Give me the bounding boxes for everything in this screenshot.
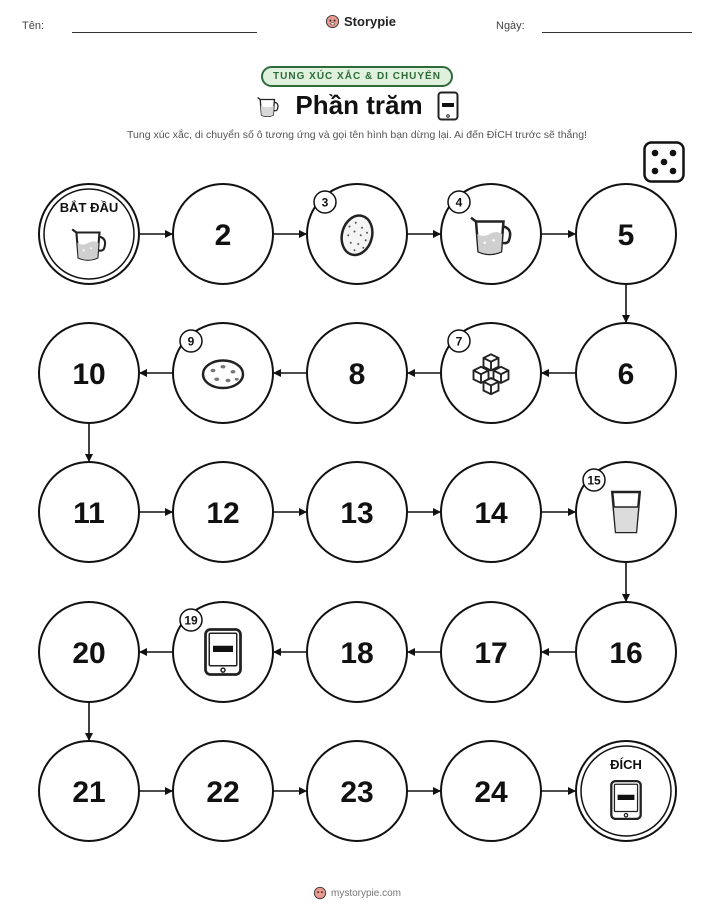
board-cell-14[interactable] xyxy=(441,462,541,562)
start-label: BẮT ĐẦU xyxy=(59,200,119,215)
page-title: Phần trăm xyxy=(295,90,423,120)
board-cell-7[interactable] xyxy=(441,323,541,423)
board-cell-25[interactable] xyxy=(576,741,676,841)
board-cell-13[interactable] xyxy=(307,462,407,562)
board-cells xyxy=(39,184,676,841)
board-cell-10[interactable] xyxy=(39,323,139,423)
board-cell-16[interactable] xyxy=(576,602,676,702)
instructions: Tung xúc xắc, di chuyển số ô tương ứng và gọi tên hình bạn dừng lại. Ai đến ĐÍCH trước sẽ thắng! xyxy=(126,129,587,141)
cell-number: 9 xyxy=(187,334,195,349)
cell-number: 12 xyxy=(206,497,240,530)
board-cell-4[interactable] xyxy=(441,184,541,284)
board-cell-1[interactable] xyxy=(39,184,139,284)
cell-number: 4 xyxy=(455,195,463,210)
cell-number: 17 xyxy=(474,637,508,670)
cell-number: 6 xyxy=(617,358,635,391)
cell-number: 19 xyxy=(184,613,198,628)
cell-number: 3 xyxy=(321,195,329,210)
finish-label: ĐÍCH xyxy=(610,757,642,772)
board-cell-23[interactable] xyxy=(307,741,407,841)
board-cell-15[interactable] xyxy=(576,462,676,562)
board-cell-8[interactable] xyxy=(307,323,407,423)
cell-number: 24 xyxy=(474,776,508,809)
board-cell-11[interactable] xyxy=(39,462,139,562)
cell-number: 22 xyxy=(206,776,240,809)
cell-number: 10 xyxy=(72,358,106,391)
date-label: Ngày: xyxy=(496,20,525,32)
footer-url[interactable]: mystorypie.com xyxy=(330,887,401,899)
board-cell-24[interactable] xyxy=(441,741,541,841)
footer xyxy=(313,886,401,900)
board-cell-22[interactable] xyxy=(173,741,273,841)
brand-name: Storypie xyxy=(344,14,397,29)
board-cell-6[interactable] xyxy=(576,323,676,423)
cell-number: 15 xyxy=(587,473,601,488)
board-cell-12[interactable] xyxy=(173,462,273,562)
glass-icon xyxy=(612,492,640,532)
cell-number: 16 xyxy=(609,637,643,670)
cell-number: 7 xyxy=(455,334,463,349)
board-cell-19[interactable] xyxy=(173,602,273,702)
cell-number: 14 xyxy=(474,497,508,530)
name-label: Tên: xyxy=(22,20,45,32)
board-cell-5[interactable] xyxy=(576,184,676,284)
cell-number: 2 xyxy=(214,219,232,252)
cell-number: 23 xyxy=(340,776,374,809)
cell-number: 18 xyxy=(340,637,374,670)
board-cell-18[interactable] xyxy=(307,602,407,702)
board-cell-9[interactable] xyxy=(173,323,273,423)
activity-badge: TUNG XÚC XẮC & DI CHUYỂN xyxy=(261,66,453,87)
board-cell-20[interactable] xyxy=(39,602,139,702)
tablet-icon xyxy=(206,630,241,675)
cell-number: 11 xyxy=(73,497,105,530)
cell-number: 5 xyxy=(617,219,635,252)
cookie-icon xyxy=(203,361,243,389)
tablet-icon xyxy=(611,781,640,819)
cell-number: 13 xyxy=(340,497,374,530)
cell-number: 8 xyxy=(348,358,366,391)
cell-number: 21 xyxy=(72,776,106,809)
board-cell-17[interactable] xyxy=(441,602,541,702)
board-cell-2[interactable] xyxy=(173,184,273,284)
cell-number: 20 xyxy=(72,637,106,670)
board-cell-3[interactable] xyxy=(307,184,407,284)
board-cell-21[interactable] xyxy=(39,741,139,841)
storypie-mascot-icon xyxy=(313,886,327,900)
